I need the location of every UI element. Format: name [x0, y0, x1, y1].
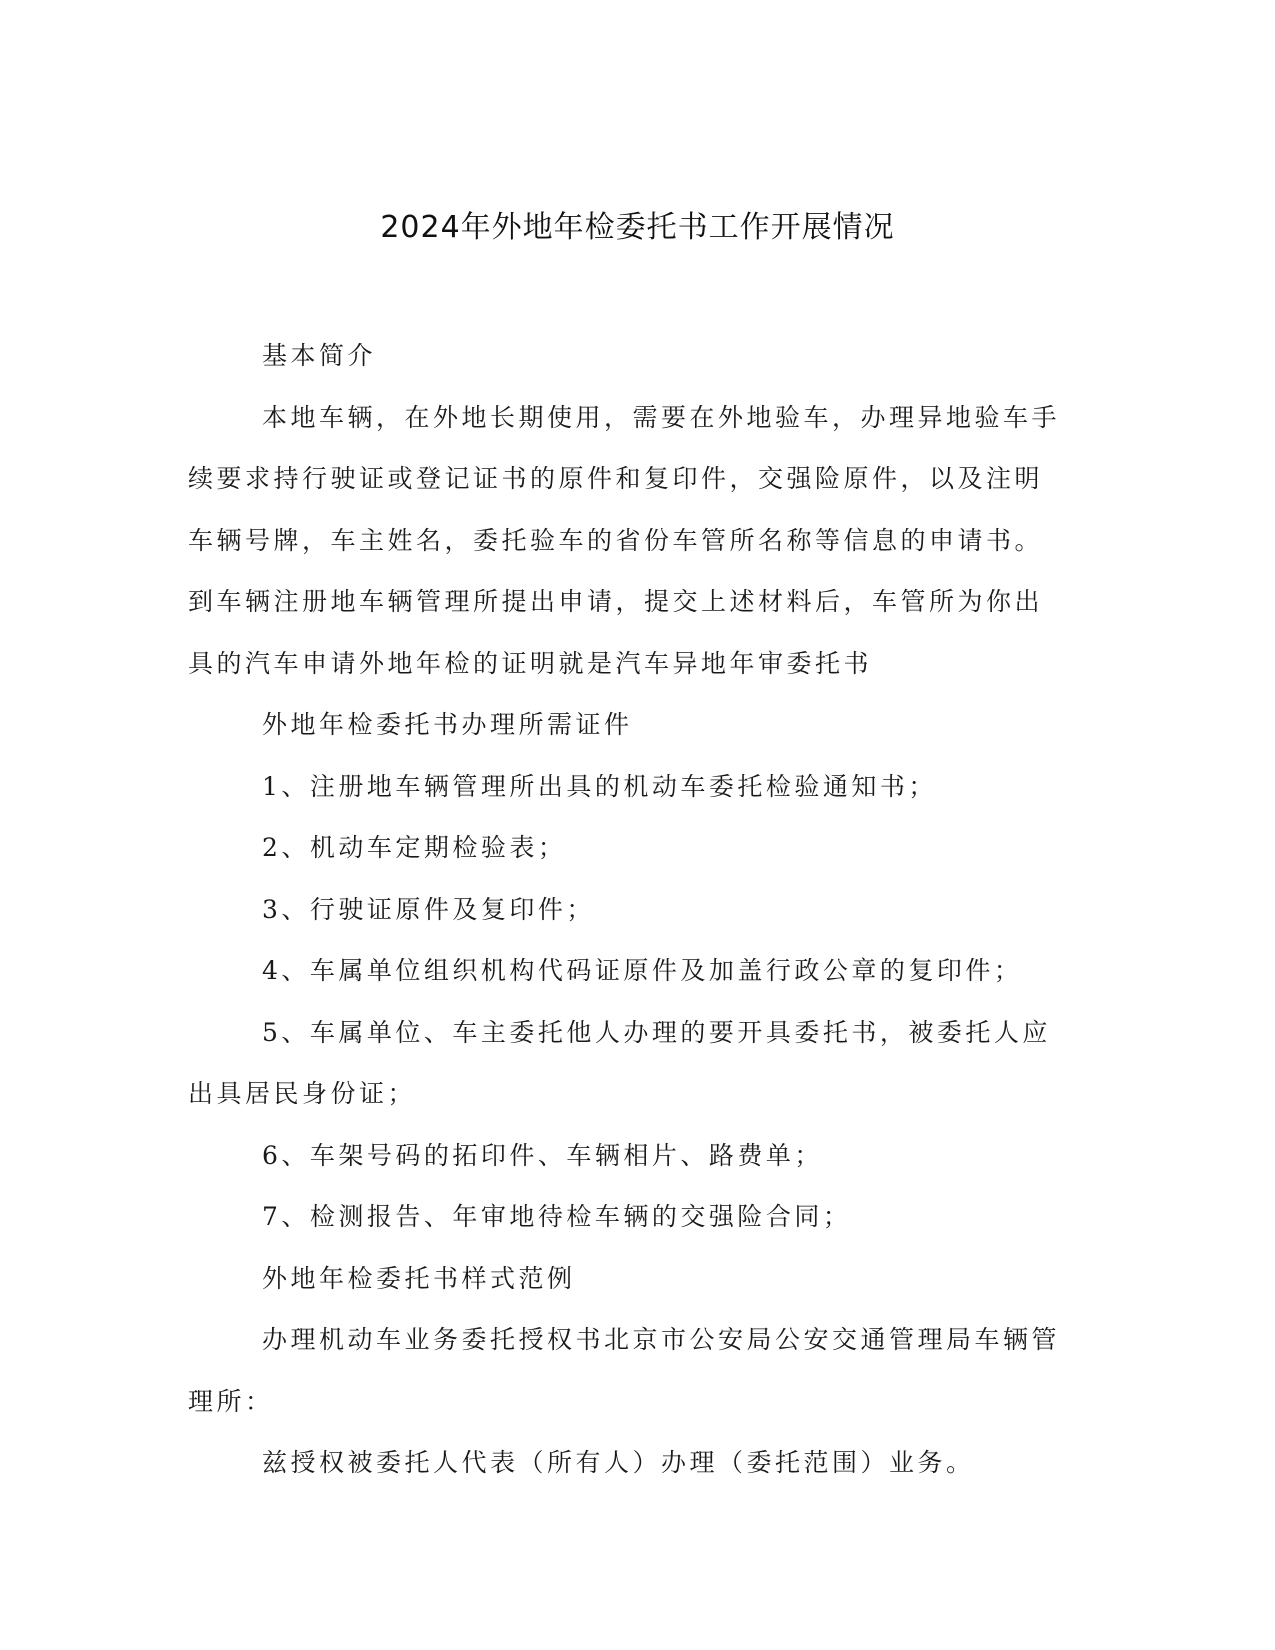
list-item: 2、机动车定期检验表； — [262, 833, 567, 862]
list-item: 6、车架号码的拓印件、车辆相片、路费单； — [262, 1140, 823, 1170]
list-item: 1、注册地车辆管理所出具的机动车委托检验通知书； — [262, 771, 937, 801]
document-title: 2024年外地年检委托书工作开展情况 — [380, 210, 895, 245]
document-body — [188, 325, 1068, 1494]
section-heading-required-documents: 外地年检委托书办理所需证件 — [262, 710, 633, 739]
section-heading-intro: 基本简介 — [262, 341, 377, 370]
intro-paragraph: 本地车辆，在外地长期使用，需要在外地验车，办理异地验车手续要求持行驶证或登记证书的原件和复印件，交强险原件，以及注明车辆号牌，车主姓名，委托验车的省份车管所名称等信息的申请书。到车辆注册地车辆管理所提出申请，提交上述材料后，车管所为你出具的汽车申请外地年检的证明就是汽车异地年审委托书 — [188, 402, 1061, 678]
list-item: 5、车属单位、车主委托他人办理的要开具委托书，被委托人应出具居民身份证； — [188, 1017, 1051, 1108]
sample-paragraph-authorization: 兹授权被委托人代表（所有人）办理（委托范围）业务。 — [262, 1448, 975, 1477]
section-heading-sample: 外地年检委托书样式范例 — [262, 1263, 576, 1293]
list-item: 4、车属单位组织机构代码证原件及加盖行政公章的复印件； — [262, 956, 1023, 985]
list-item: 3、行驶证原件及复印件； — [262, 894, 595, 924]
list-item: 7、检测报告、年审地待检车辆的交强险合同； — [262, 1202, 852, 1231]
sample-paragraph-addressee: 办理机动车业务委托授权书北京市公安局公安交通管理局车辆管理所： — [188, 1325, 1061, 1416]
